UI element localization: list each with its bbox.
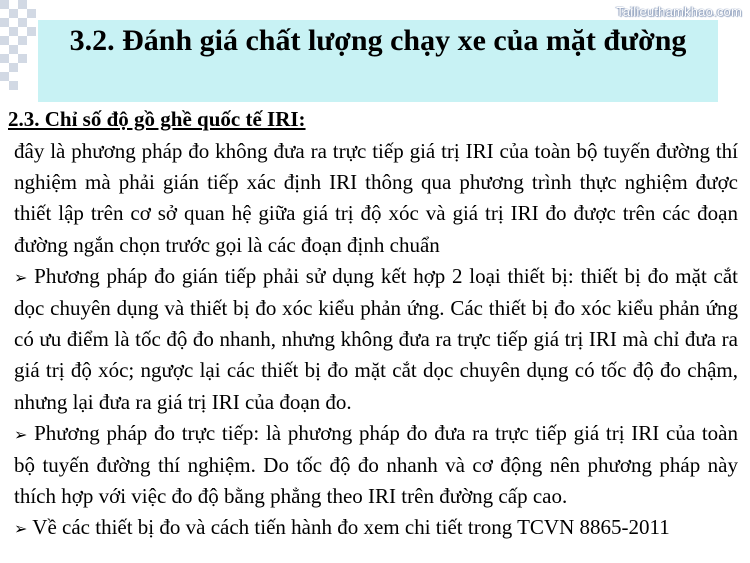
paragraph-standard-reference <box>14 512 738 544</box>
paragraph-intro <box>14 136 738 261</box>
paragraph-text: Về các thiết bị đo và cách tiến hành đo xem chi tiết trong TCVN 8865-2011 <box>32 515 670 540</box>
paragraph-text: Phương pháp đo gián tiếp phải sử dụng kết hợp 2 loại thiết bị: thiết bị đo mặt cắt dọc chuyên dụng và thiết bị đo xóc kiểu phản ứng. Các thiết bị đo xóc kiểu phản ứng có ưu điểm là tốc độ đo nhanh, nhưng không đưa ra trực tiếp giá trị IRI mà chỉ đưa ra giá trị độ xóc; ngược lại các thiết bị đo mặt cắt dọc chuyên dụng có tốc độ đo chậm, nhưng lại đưa ra giá trị IRI của đoạn đo. <box>14 263 738 414</box>
corner-decoration <box>0 0 40 95</box>
section-heading: 2.3. Chỉ số độ gồ ghề quốc tế IRI: <box>8 107 306 131</box>
arrow-bullet-icon: ➢ <box>14 424 28 444</box>
watermark: Tailieuthamkhao.com <box>616 4 742 19</box>
paragraph-text: đây là phương pháp đo không đưa ra trực tiếp giá trị IRI của toàn bộ tuyến đường thí nghiệm mà phải gián tiếp xác định IRI thông qua phương trình thực nghiệm được thiết lập trên cơ sở quan hệ giữa giá trị độ xóc và giá trị IRI đo được trên các đoạn đường ngắn chọn trước gọi là các đoạn định chuẩn <box>14 139 738 257</box>
arrow-bullet-icon: ➢ <box>14 267 28 287</box>
paragraph-direct-method <box>14 418 738 513</box>
arrow-bullet-icon: ➢ <box>14 519 28 539</box>
paragraph-text: Phương pháp đo trực tiếp: là phương pháp đo đưa ra trực tiếp giá trị IRI của toàn bộ tuyến đường thí nghiệm. Do tốc độ đo nhanh và cơ động nên phương pháp này thích hợp với việc đo độ bằng phẳng theo IRI trên đường cấp cao. <box>14 420 738 509</box>
slide-title: 3.2. Đánh giá chất lượng chạy xe của mặt đường <box>69 24 687 57</box>
paragraph-indirect-method <box>14 261 738 418</box>
body-text <box>14 136 738 545</box>
